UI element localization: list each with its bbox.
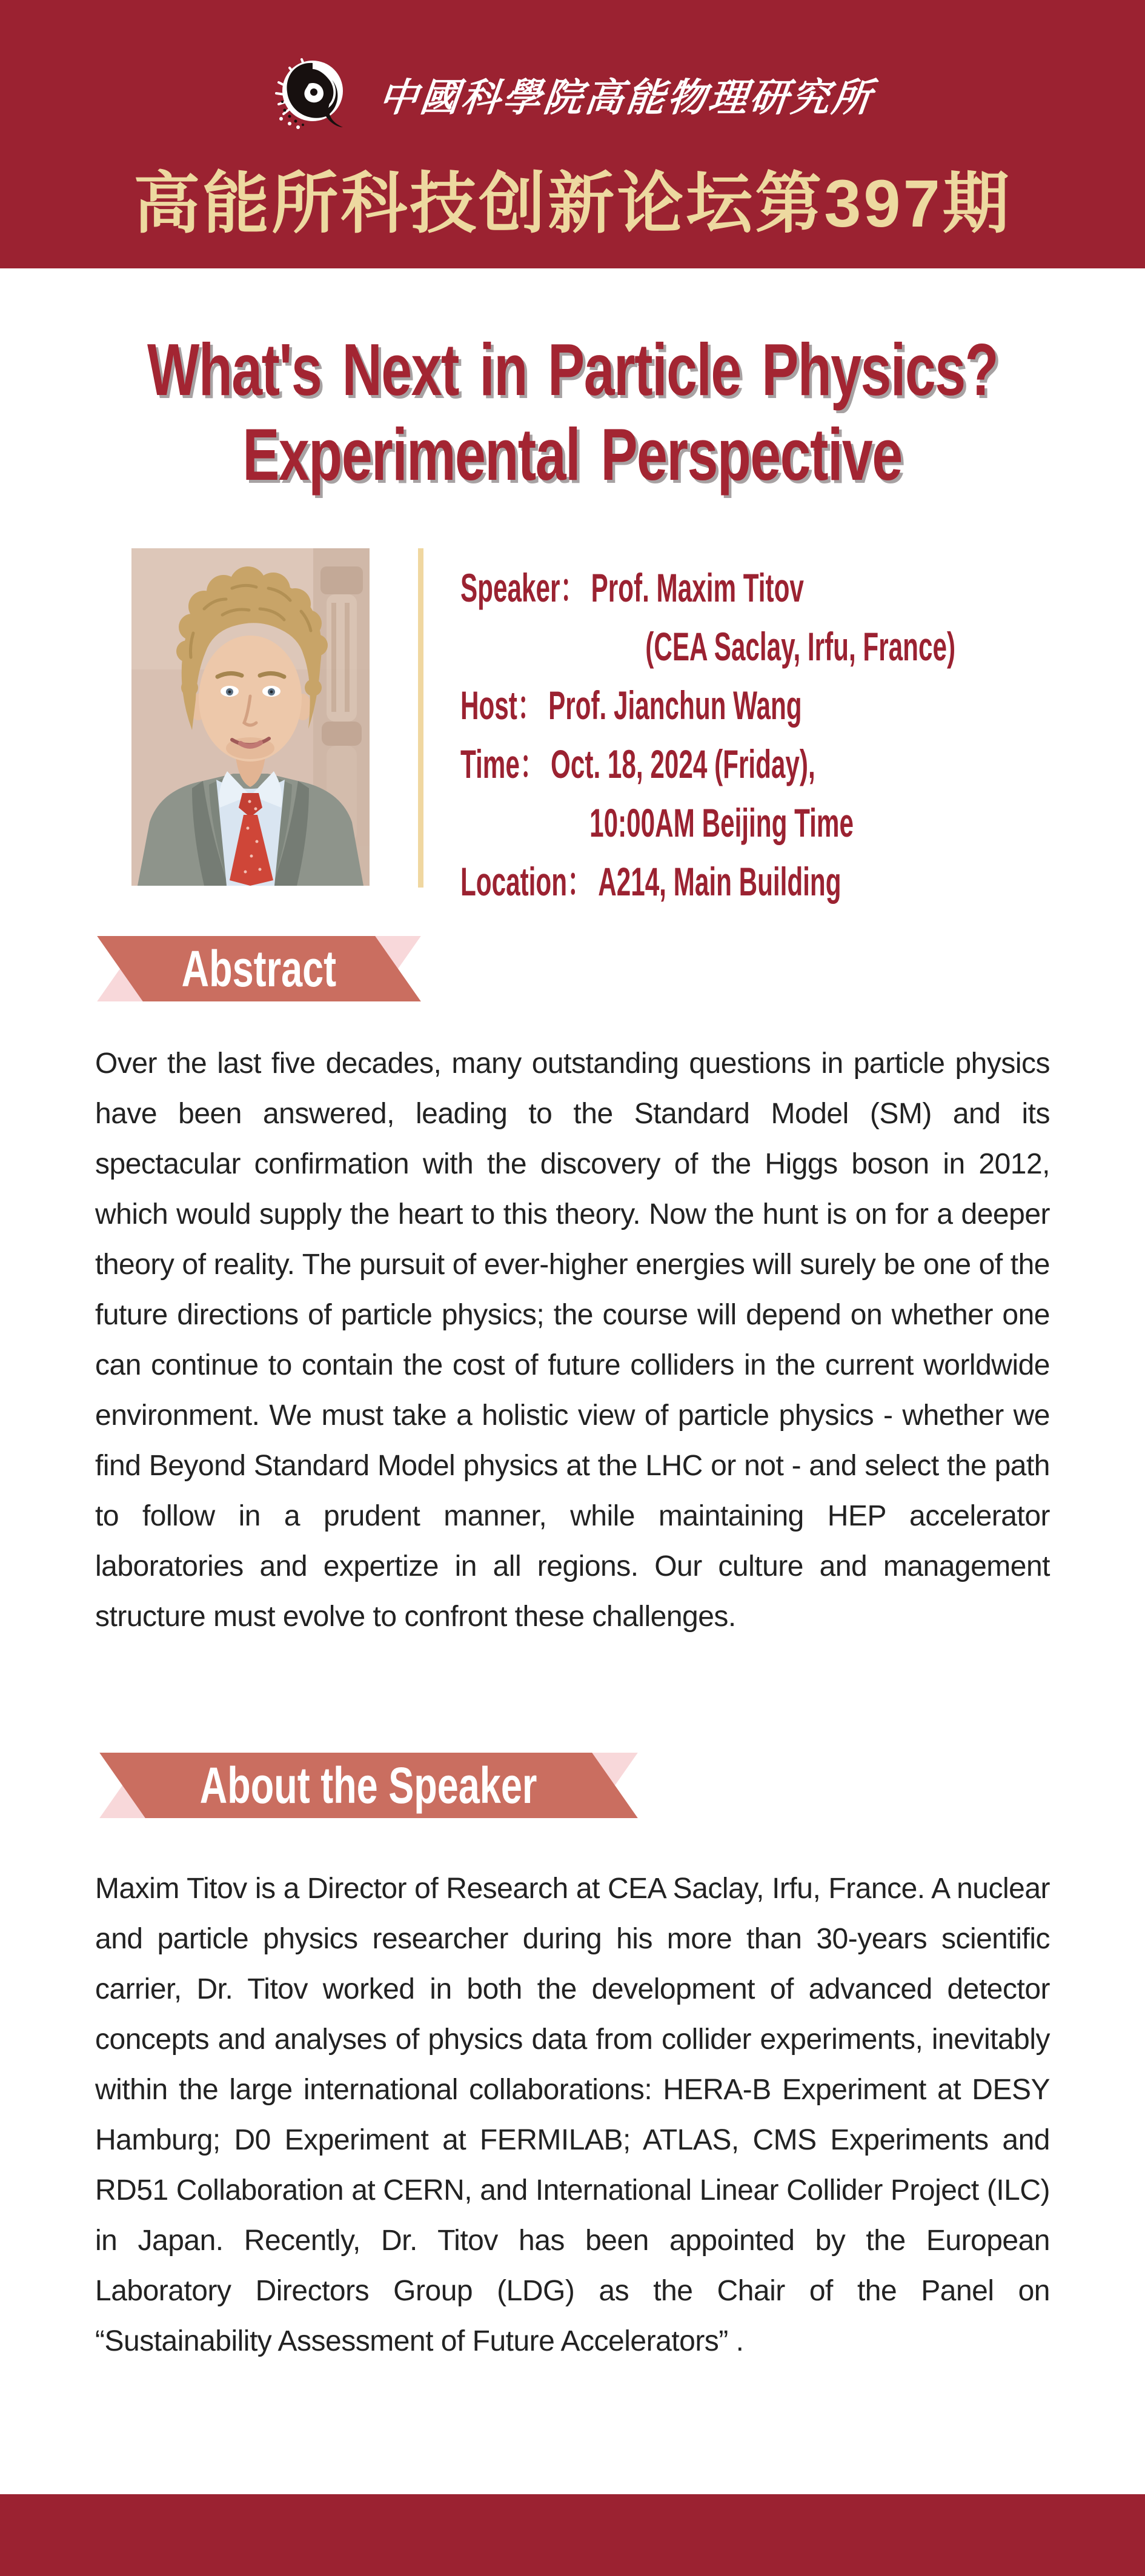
- about-speaker-heading: About the Speaker: [200, 1756, 537, 1814]
- time-row: [460, 735, 955, 794]
- photo-divider: [418, 548, 423, 888]
- host-label: Host：: [460, 683, 543, 728]
- brand-row: [0, 53, 1145, 135]
- footer-bar: [0, 2494, 1145, 2576]
- abstract-paragraph: Over the last five decades, many outstanding questions in particle physics have been answered, leading to the Standard Model (SM) and its spectacular confirmation with the discovery of the Higgs boson in 2012, which would supply the heart to this theory. Now the hunt is on for a deeper theory of reality. The pursuit of ever-higher energies will surely be one of the future directions of particle physics; the course will depend on whether one can continue to contain the cost of future colliders in the current worldwide environment. We must take a holistic view of particle physics - whether we find Beyond Standard Model physics at the LHC or not - and select the path to follow in a prudent manner, while maintaining HEP accelerator laboratories and expertize in all regions. Our culture and management structure must evolve to confront these challenges.: [95, 1047, 1050, 1633]
- header-banner: [0, 0, 1145, 268]
- org-name: 中國科學院高能物理研究所: [376, 75, 876, 121]
- location-label: Location：: [460, 859, 593, 904]
- about-speaker-banner: [122, 1753, 615, 1818]
- about-paragraph: Maxim Titov is a Director of Research at CEA Saclay, Irfu, France. A nuclear and particle physics researcher during his more than 30-years scientific carrier, Dr. Titov worked in both the development of advanced detector concepts and analyses of physics data from collider experiments, inevitably within the large international collaborations: HERA-B Experiment at DESY Hamburg; D0 Experiment at FERMILAB; ATLAS, CMS Experiments and RD51 Collaboration at CERN, and International Linear Collider Project (ILC) in Japan. Recently, Dr. Titov has been appointed by the European Laboratory Directors Group (LDG) as the Chair of the Panel on “Sustainability Assessment of Future Accelerators” .: [95, 1873, 1050, 2357]
- abstract-text: [95, 1038, 1050, 1642]
- time-date: Oct. 18, 2024 (Friday),: [551, 742, 815, 786]
- location-row: [460, 852, 955, 911]
- speaker-photo: [131, 548, 370, 886]
- time-hour: 10:00AM Beijing Time: [589, 800, 854, 845]
- speaker-row: [460, 559, 955, 617]
- speaker-affiliation: (CEA Saclay, Irfu, France): [645, 624, 956, 669]
- about-speaker-text: [95, 1864, 1050, 2366]
- location-value: A214, Main Building: [598, 859, 841, 904]
- speaker-label: Speaker：: [460, 565, 586, 610]
- seminar-title: [0, 327, 1145, 497]
- host-row: [460, 676, 955, 735]
- time-label: Time：: [460, 742, 546, 786]
- speaker-info: [460, 559, 1145, 911]
- seminar-title-line-1: What's Next in Particle Physics?: [147, 328, 998, 411]
- seminar-title-line-2: Experimental Perspective: [242, 413, 903, 496]
- abstract-heading: Abstract: [181, 940, 337, 997]
- ihep-logo-icon: [271, 53, 350, 135]
- forum-title: 高能所科技创新论坛第397期: [133, 167, 1012, 241]
- host-name: Prof. Jianchun Wang: [548, 683, 802, 728]
- abstract-banner: [120, 936, 398, 1001]
- speaker-name: Prof. Maxim Titov: [591, 565, 804, 610]
